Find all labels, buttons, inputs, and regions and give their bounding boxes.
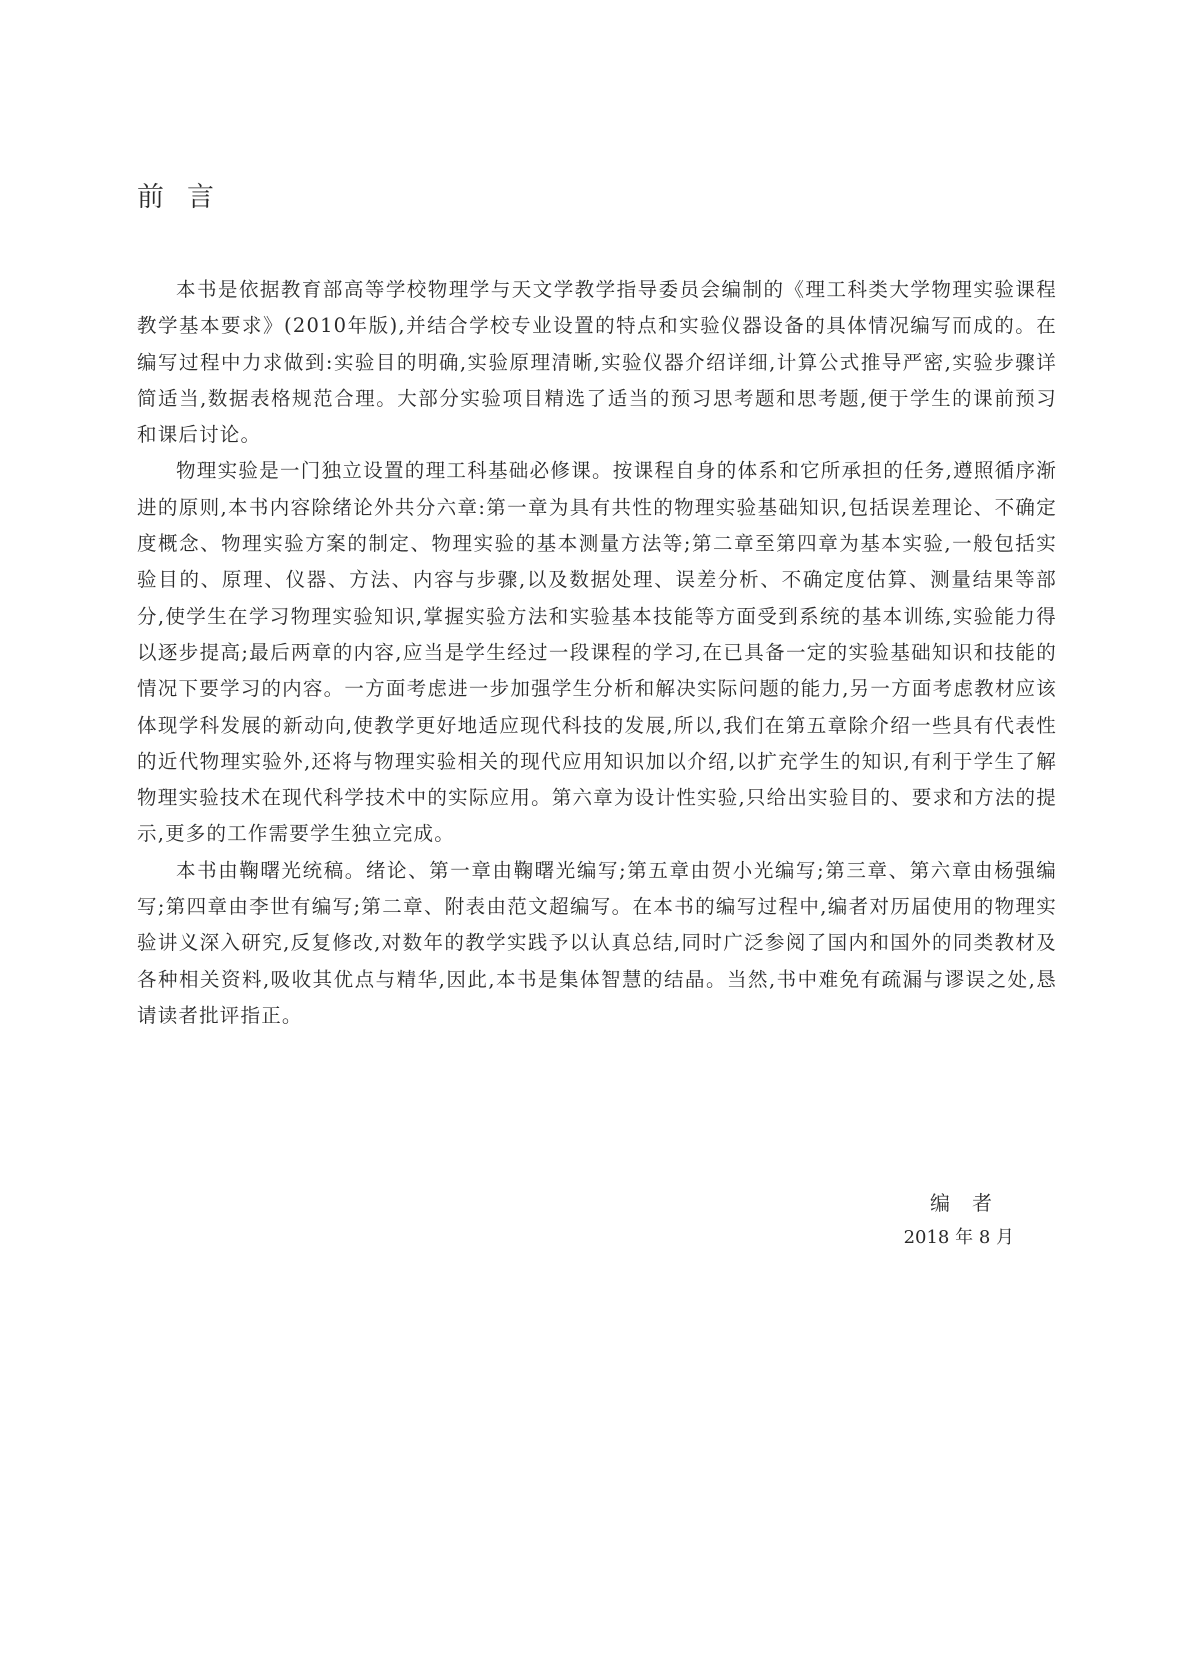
preface-body: [137, 272, 1057, 1034]
paragraph-1: 本书是依据教育部高等学校物理学与天文学教学指导委员会编制的《理工科类大学物理实验课程教学基本要求》(2010年版),并结合学校专业设置的特点和实验仪器设备的具体情况编写而成的。在编写过程中力求做到:实验目的明确,实验原理清晰,实验仪器介绍详细,计算公式推导严密,实验步骤详简适当,数据表格规范合理。大部分实验项目精选了适当的预习思考题和思考题,便于学生的课前预习和课后讨论。: [137, 278, 1057, 447]
publication-date: 2018 年 8 月: [903, 1227, 1014, 1248]
paragraph-2: 物理实验是一门独立设置的理工科基础必修课。按课程自身的体系和它所承担的任务,遵照循序渐进的原则,本书内容除绪论外共分六章:第一章为具有共性的物理实验基础知识,包括误差理论、不确定度概念、物理实验方案的制定、物理实验的基本测量方法等;第二章至第四章为基本实验,一般包括实验目的、原理、仪器、方法、内容与步骤,以及数据处理、误差分析、不确定度估算、测量结果等部分,使学生在学习物理实验知识,掌握实验方法和实验基本技能等方面受到系统的基本训练,实验能力得以逐步提高;最后两章的内容,应当是学生经过一段课程的学习,在已具备一定的实验基础知识和技能的情况下要学习的内容。一方面考虑进一步加强学生分析和解决实际问题的能力,另一方面考虑教材应该体现学科发展的新动向,使教学更好地适应现代科技的发展,所以,我们在第五章除介绍一些具有代表性的近代物理实验外,还将与物理实验相关的现代应用知识加以介绍,以扩充学生的知识,有利于学生了解物理实验技术在现代科学技术中的实际应用。第六章为设计性实验,只给出实验目的、要求和方法的提示,更多的工作需要学生独立完成。: [137, 459, 1057, 846]
author-signature: 编者: [930, 1191, 1014, 1215]
page-title: 前言: [137, 182, 237, 213]
paragraph-3: 本书由鞠曙光统稿。绪论、第一章由鞠曙光编写;第五章由贺小光编写;第三章、第六章由杨强编写;第四章由李世有编写;第二章、附表由范文超编写。在本书的编写过程中,编者对历届使用的物理实验讲义深入研究,反复修改,对数年的教学实践予以认真总结,同时广泛参阅了国内和国外的同类教材及各种相关资料,吸收其优点与精华,因此,本书是集体智慧的结晶。当然,书中难免有疏漏与谬误之处,恳请读者批评指正。: [137, 858, 1057, 1027]
